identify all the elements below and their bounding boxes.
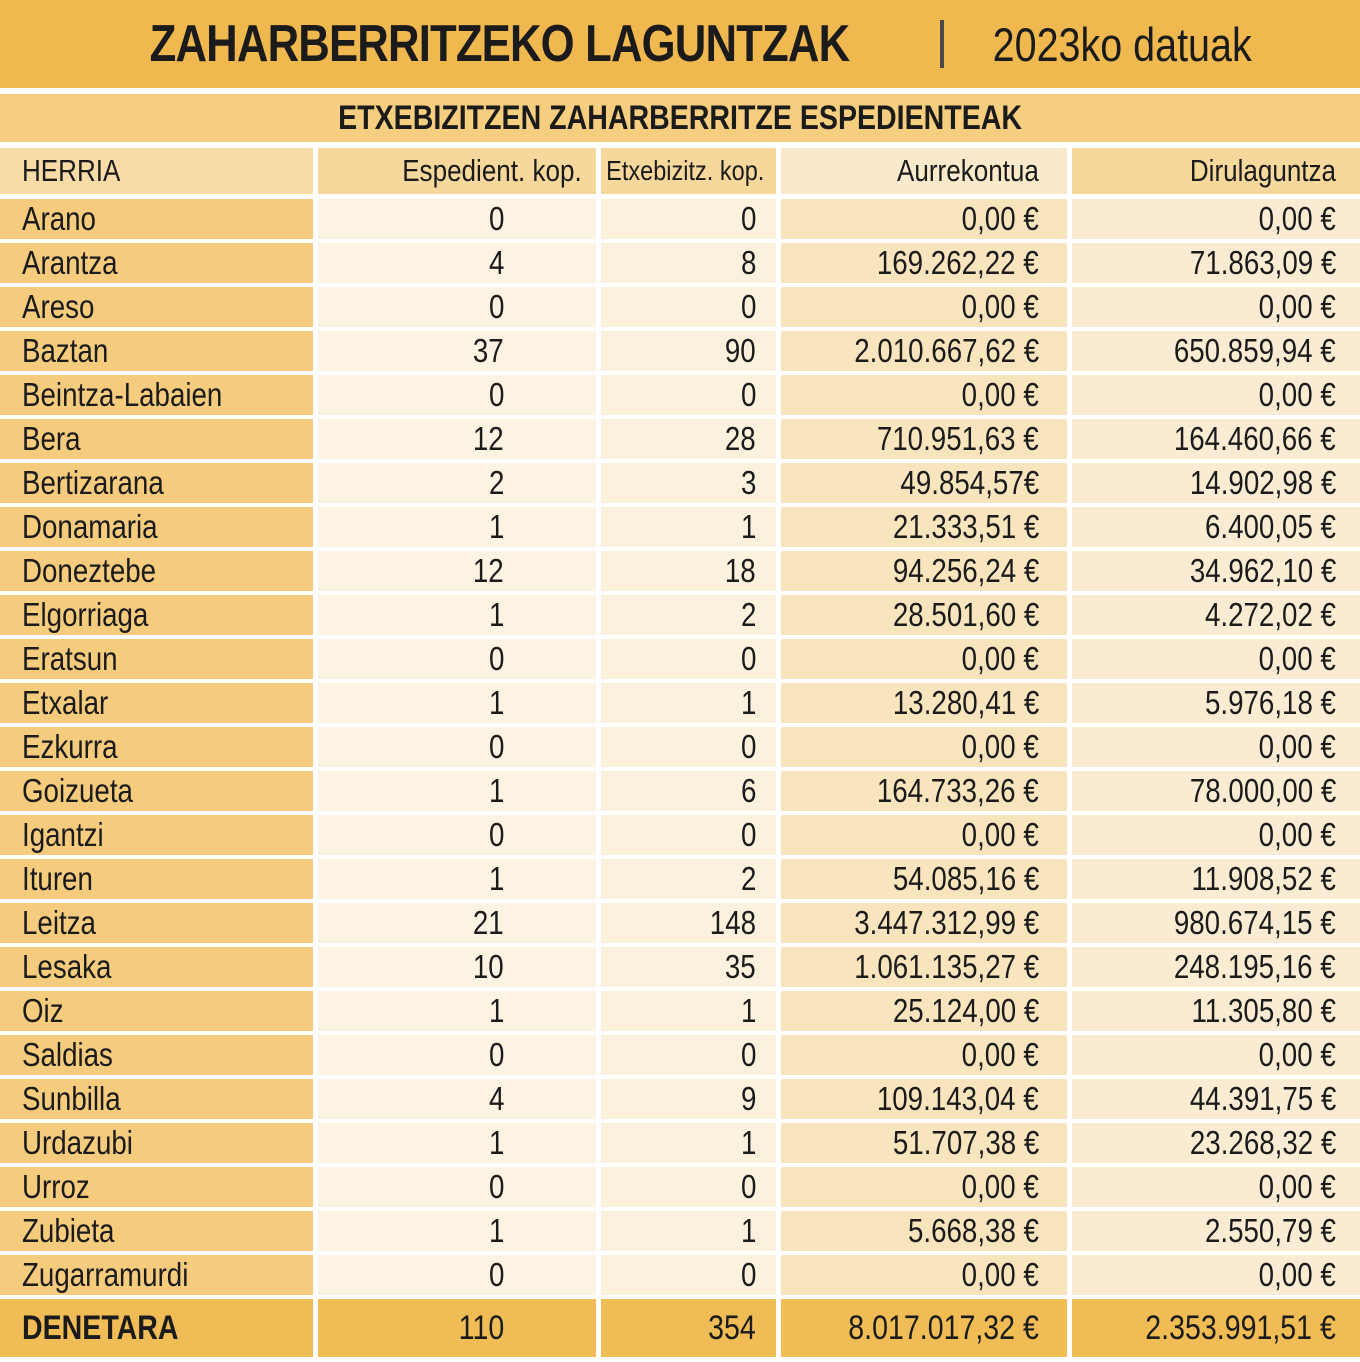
- town-cell: Areso: [0, 287, 313, 327]
- grant-cell: 248.195,16 €: [1072, 947, 1360, 987]
- budget-cell: 0,00 €: [781, 1035, 1067, 1075]
- table-row: [0, 507, 1360, 547]
- homes-count-cell: 0: [601, 1035, 776, 1075]
- homes-count-cell: 2: [601, 595, 776, 635]
- page-title: ZAHARBERRITZEKO LAGUNTZAK: [149, 15, 850, 73]
- homes-count-cell: 1: [601, 1123, 776, 1163]
- expedients-count-cell: 37: [318, 331, 596, 371]
- budget-cell: 0,00 €: [781, 199, 1067, 239]
- budget-cell: 0,00 €: [781, 815, 1067, 855]
- town-cell: Arantza: [0, 243, 313, 283]
- town-cell: Urroz: [0, 1167, 313, 1207]
- expedients-count-cell: 4: [318, 243, 596, 283]
- total-budget-cell: 8.017.017,32 €: [781, 1299, 1067, 1357]
- town-cell: Zubieta: [0, 1211, 313, 1251]
- total-grant-cell: 2.353.991,51 €: [1072, 1299, 1360, 1357]
- grant-cell: 78.000,00 €: [1072, 771, 1360, 811]
- table-row: [0, 463, 1360, 503]
- grant-cell: 980.674,15 €: [1072, 903, 1360, 943]
- town-cell: Bertizarana: [0, 463, 313, 503]
- title-divider: [940, 20, 944, 68]
- homes-count-cell: 0: [601, 639, 776, 679]
- homes-count-cell: 28: [601, 419, 776, 459]
- table-row: [0, 199, 1360, 239]
- budget-cell: 109.143,04 €: [781, 1079, 1067, 1119]
- budget-cell: 0,00 €: [781, 639, 1067, 679]
- column-header-herria: HERRIA: [0, 148, 313, 194]
- grant-cell: 0,00 €: [1072, 375, 1360, 415]
- budget-cell: 710.951,63 €: [781, 419, 1067, 459]
- table-row: [0, 683, 1360, 723]
- expedients-count-cell: 1: [318, 991, 596, 1031]
- budget-cell: 5.668,38 €: [781, 1211, 1067, 1251]
- table-row: [0, 903, 1360, 943]
- table-body: [0, 199, 1360, 1295]
- expedients-count-cell: 0: [318, 1255, 596, 1295]
- town-cell: Ituren: [0, 859, 313, 899]
- grant-cell: 0,00 €: [1072, 1167, 1360, 1207]
- budget-cell: 0,00 €: [781, 1255, 1067, 1295]
- town-cell: Etxalar: [0, 683, 313, 723]
- homes-count-cell: 9: [601, 1079, 776, 1119]
- grant-cell: 4.272,02 €: [1072, 595, 1360, 635]
- expedients-count-cell: 0: [318, 1035, 596, 1075]
- grant-cell: 0,00 €: [1072, 815, 1360, 855]
- town-cell: Beintza-Labaien: [0, 375, 313, 415]
- budget-cell: 25.124,00 €: [781, 991, 1067, 1031]
- grant-cell: 0,00 €: [1072, 199, 1360, 239]
- homes-count-cell: 0: [601, 815, 776, 855]
- homes-count-cell: 6: [601, 771, 776, 811]
- main-title-banner: [0, 0, 1360, 88]
- budget-cell: 0,00 €: [781, 375, 1067, 415]
- table-row: [0, 1035, 1360, 1075]
- homes-count-cell: 1: [601, 683, 776, 723]
- homes-count-cell: 0: [601, 1167, 776, 1207]
- homes-count-cell: 35: [601, 947, 776, 987]
- budget-cell: 13.280,41 €: [781, 683, 1067, 723]
- expedients-count-cell: 12: [318, 551, 596, 591]
- table-row: [0, 287, 1360, 327]
- budget-cell: 169.262,22 €: [781, 243, 1067, 283]
- expedients-count-cell: 0: [318, 639, 596, 679]
- budget-cell: 54.085,16 €: [781, 859, 1067, 899]
- town-cell: Ezkurra: [0, 727, 313, 767]
- budget-cell: 0,00 €: [781, 1167, 1067, 1207]
- table-row: [0, 551, 1360, 591]
- table-row: [0, 991, 1360, 1031]
- table-row: [0, 419, 1360, 459]
- homes-count-cell: 1: [601, 1211, 776, 1251]
- grant-cell: 6.400,05 €: [1072, 507, 1360, 547]
- table-row: [0, 1167, 1360, 1207]
- table-row: [0, 815, 1360, 855]
- expedients-count-cell: 1: [318, 859, 596, 899]
- budget-cell: 21.333,51 €: [781, 507, 1067, 547]
- town-cell: Sunbilla: [0, 1079, 313, 1119]
- town-cell: Doneztebe: [0, 551, 313, 591]
- grant-cell: 11.305,80 €: [1072, 991, 1360, 1031]
- table-row: [0, 375, 1360, 415]
- expedients-count-cell: 2: [318, 463, 596, 503]
- table-row: [0, 859, 1360, 899]
- grant-cell: 5.976,18 €: [1072, 683, 1360, 723]
- town-cell: Donamaria: [0, 507, 313, 547]
- expedients-count-cell: 4: [318, 1079, 596, 1119]
- town-cell: Arano: [0, 199, 313, 239]
- town-cell: Oiz: [0, 991, 313, 1031]
- homes-count-cell: 0: [601, 727, 776, 767]
- budget-cell: 49.854,57€: [781, 463, 1067, 503]
- grant-cell: 0,00 €: [1072, 287, 1360, 327]
- expedients-count-cell: 1: [318, 595, 596, 635]
- town-cell: Igantzi: [0, 815, 313, 855]
- total-label-cell: DENETARA: [0, 1299, 313, 1357]
- grant-cell: 164.460,66 €: [1072, 419, 1360, 459]
- table-row: [0, 331, 1360, 371]
- table-row: [0, 1079, 1360, 1119]
- town-cell: Zugarramurdi: [0, 1255, 313, 1295]
- grant-cell: 23.268,32 €: [1072, 1123, 1360, 1163]
- homes-count-cell: 0: [601, 199, 776, 239]
- expedients-count-cell: 0: [318, 1167, 596, 1207]
- expedients-count-cell: 10: [318, 947, 596, 987]
- grant-cell: 71.863,09 €: [1072, 243, 1360, 283]
- table-subtitle-bar: [0, 94, 1360, 142]
- town-cell: Baztan: [0, 331, 313, 371]
- homes-count-cell: 148: [601, 903, 776, 943]
- table-row: [0, 243, 1360, 283]
- homes-count-cell: 0: [601, 287, 776, 327]
- budget-cell: 0,00 €: [781, 287, 1067, 327]
- table-row: [0, 639, 1360, 679]
- expedients-count-cell: 1: [318, 1123, 596, 1163]
- table-row: [0, 947, 1360, 987]
- column-header-espedient-kop: Espedient. kop.: [318, 148, 596, 194]
- town-cell: Saldias: [0, 1035, 313, 1075]
- homes-count-cell: 1: [601, 991, 776, 1031]
- total-expedients-cell: 110: [318, 1299, 596, 1357]
- town-cell: Elgorriaga: [0, 595, 313, 635]
- town-cell: Urdazubi: [0, 1123, 313, 1163]
- table-row: [0, 727, 1360, 767]
- expedients-count-cell: 1: [318, 771, 596, 811]
- homes-count-cell: 2: [601, 859, 776, 899]
- table-row: [0, 1123, 1360, 1163]
- budget-cell: 2.010.667,62 €: [781, 331, 1067, 371]
- table-subtitle: ETXEBIZITZEN ZAHARBERRITZE ESPEDIENTEAK: [338, 98, 1022, 137]
- budget-cell: 51.707,38 €: [781, 1123, 1067, 1163]
- town-cell: Lesaka: [0, 947, 313, 987]
- table-row: [0, 595, 1360, 635]
- expedients-count-cell: 1: [318, 683, 596, 723]
- budget-cell: 3.447.312,99 €: [781, 903, 1067, 943]
- table-row: [0, 771, 1360, 811]
- budget-cell: 28.501,60 €: [781, 595, 1067, 635]
- year-label: 2023ko datuak: [992, 17, 1252, 71]
- grant-cell: 2.550,79 €: [1072, 1211, 1360, 1251]
- grant-cell: 650.859,94 €: [1072, 331, 1360, 371]
- homes-count-cell: 0: [601, 1255, 776, 1295]
- expedients-count-cell: 0: [318, 287, 596, 327]
- expedients-count-cell: 12: [318, 419, 596, 459]
- expedients-count-cell: 1: [318, 1211, 596, 1251]
- grant-cell: 14.902,98 €: [1072, 463, 1360, 503]
- budget-cell: 0,00 €: [781, 727, 1067, 767]
- grant-cell: 0,00 €: [1072, 1035, 1360, 1075]
- town-cell: Goizueta: [0, 771, 313, 811]
- expedients-count-cell: 1: [318, 507, 596, 547]
- expedients-count-cell: 0: [318, 727, 596, 767]
- total-homes-cell: 354: [601, 1299, 776, 1357]
- homes-count-cell: 90: [601, 331, 776, 371]
- homes-count-cell: 8: [601, 243, 776, 283]
- town-cell: Leitza: [0, 903, 313, 943]
- table-row: [0, 1211, 1360, 1251]
- homes-count-cell: 18: [601, 551, 776, 591]
- homes-count-cell: 1: [601, 507, 776, 547]
- town-cell: Bera: [0, 419, 313, 459]
- grant-cell: 0,00 €: [1072, 727, 1360, 767]
- homes-count-cell: 0: [601, 375, 776, 415]
- grant-cell: 44.391,75 €: [1072, 1079, 1360, 1119]
- column-header-dirulaguntza: Dirulaguntza: [1072, 148, 1360, 194]
- budget-cell: 1.061.135,27 €: [781, 947, 1067, 987]
- grant-cell: 34.962,10 €: [1072, 551, 1360, 591]
- column-header-aurrekontua: Aurrekontua: [781, 148, 1067, 194]
- grant-cell: 0,00 €: [1072, 639, 1360, 679]
- expedients-count-cell: 21: [318, 903, 596, 943]
- table-header-row: [0, 148, 1360, 194]
- grant-cell: 0,00 €: [1072, 1255, 1360, 1295]
- expedients-count-cell: 0: [318, 199, 596, 239]
- budget-cell: 94.256,24 €: [781, 551, 1067, 591]
- expedients-count-cell: 0: [318, 375, 596, 415]
- grant-cell: 11.908,52 €: [1072, 859, 1360, 899]
- total-row: [0, 1299, 1360, 1357]
- column-header-etxebizitz-kop: Etxebizitz. kop.: [601, 148, 776, 194]
- table-row: [0, 1255, 1360, 1295]
- town-cell: Eratsun: [0, 639, 313, 679]
- expedients-count-cell: 0: [318, 815, 596, 855]
- budget-cell: 164.733,26 €: [781, 771, 1067, 811]
- homes-count-cell: 3: [601, 463, 776, 503]
